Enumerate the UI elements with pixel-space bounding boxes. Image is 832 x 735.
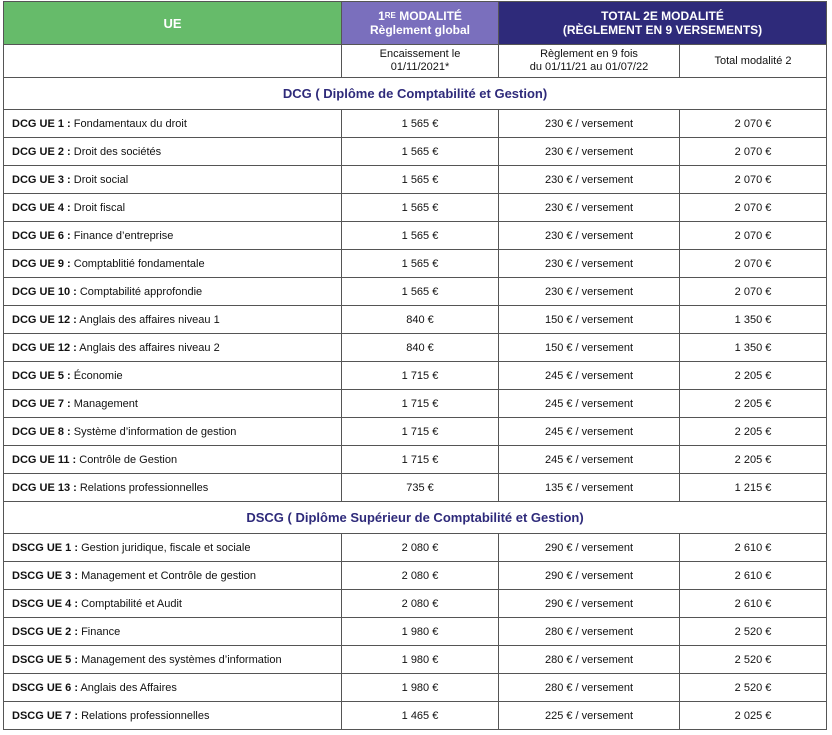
table-row: [4, 562, 827, 590]
price-monthly: 245 € / versement: [499, 390, 680, 418]
section-header: [4, 78, 827, 110]
price-monthly: 230 € / versement: [499, 278, 680, 306]
table-row: [4, 674, 827, 702]
header-m2-subtitle: (RÈGLEMENT EN 9 VERSEMENTS): [562, 23, 763, 37]
section-title: DCG ( Diplôme de Comptabilité et Gestion): [4, 78, 827, 110]
ue-name-cell: [4, 702, 342, 730]
ue-label: Droit des sociétés: [70, 145, 162, 158]
ue-name-cell: [4, 278, 342, 306]
ue-label: Comptablitié fondamentale: [70, 257, 205, 270]
header-m1-number: 1: [378, 9, 385, 23]
price-total: 2 610 €: [680, 562, 827, 590]
table-row: [4, 138, 827, 166]
section-title: DSCG ( Diplôme Supérieur de Comptabilité et Gestion): [4, 502, 827, 534]
price-global: 1 715 €: [342, 446, 499, 474]
ue-name-cell: [4, 306, 342, 334]
ue-label: Anglais des affaires niveau 1: [76, 313, 220, 326]
ue-name-cell: [4, 222, 342, 250]
ue-code: DCG UE 7 :: [12, 397, 71, 410]
ue-name-cell: [4, 418, 342, 446]
price-monthly: 230 € / versement: [499, 250, 680, 278]
price-monthly: 135 € / versement: [499, 474, 680, 502]
ue-label: Finance d’entreprise: [70, 229, 174, 242]
table-row: [4, 306, 827, 334]
price-global: 1 715 €: [342, 362, 499, 390]
ue-label: Relations professionnelles: [78, 709, 210, 722]
price-total: 1 350 €: [680, 306, 827, 334]
price-global: 1 565 €: [342, 250, 499, 278]
ue-name-cell: [4, 362, 342, 390]
ue-code: DCG UE 4 :: [12, 201, 71, 214]
price-monthly: 290 € / versement: [499, 534, 680, 562]
ue-code: DCG UE 10 :: [12, 285, 77, 298]
price-total: 2 070 €: [680, 222, 827, 250]
price-global: 1 980 €: [342, 618, 499, 646]
price-global: 735 €: [342, 474, 499, 502]
ue-name-cell: [4, 446, 342, 474]
ue-name-cell: [4, 534, 342, 562]
table-row: [4, 250, 827, 278]
ue-code: DCG UE 5 :: [12, 369, 71, 382]
ue-code: DSCG UE 6 :: [12, 681, 79, 694]
price-global: 2 080 €: [342, 534, 499, 562]
subheader-row: [4, 45, 827, 78]
price-total: 2 205 €: [680, 390, 827, 418]
price-global: 2 080 €: [342, 590, 499, 618]
price-monthly: 150 € / versement: [499, 334, 680, 362]
price-total: 2 070 €: [680, 138, 827, 166]
price-total: 2 520 €: [680, 674, 827, 702]
ue-code: DCG UE 1 :: [12, 117, 71, 130]
ue-name-cell: [4, 562, 342, 590]
ue-label: Relations professionnelles: [76, 481, 209, 494]
price-total: 1 215 €: [680, 474, 827, 502]
table-row: [4, 618, 827, 646]
subheader-c2-line2: 01/11/2021*: [390, 61, 450, 73]
price-total: 2 070 €: [680, 110, 827, 138]
ue-code: DCG UE 12 :: [12, 313, 77, 326]
table-row: [4, 534, 827, 562]
subheader-c3: [499, 45, 680, 78]
ue-name-cell: [4, 166, 342, 194]
price-monthly: 230 € / versement: [499, 194, 680, 222]
subheader-c2-line1: Encaissement le: [379, 48, 461, 60]
price-monthly: 245 € / versement: [499, 362, 680, 390]
price-monthly: 290 € / versement: [499, 562, 680, 590]
price-global: 1 565 €: [342, 194, 499, 222]
price-monthly: 150 € / versement: [499, 306, 680, 334]
price-global: 2 080 €: [342, 562, 499, 590]
ue-label: Management des systèmes d’information: [78, 653, 282, 666]
table-row: [4, 278, 827, 306]
section-header: [4, 502, 827, 534]
ue-code: DCG UE 6 :: [12, 229, 71, 242]
ue-code: DCG UE 13 :: [12, 481, 77, 494]
subheader-c3-line1: Règlement en 9 fois: [540, 48, 638, 60]
ue-code: DSCG UE 2 :: [12, 625, 79, 638]
price-global: 840 €: [342, 334, 499, 362]
table-row: [4, 110, 827, 138]
table-body: [4, 78, 827, 730]
ue-code: DSCG UE 1 :: [12, 541, 79, 554]
ue-label: Contrôle de Gestion: [76, 453, 178, 466]
price-global: 1 565 €: [342, 278, 499, 306]
price-total: 2 025 €: [680, 702, 827, 730]
ue-label: Anglais des Affaires: [78, 681, 177, 694]
header-modality-2: [499, 2, 827, 45]
header-modality-1: [342, 2, 499, 45]
header-m1-title: MODALITÉ: [395, 9, 462, 23]
ue-name-cell: [4, 334, 342, 362]
price-total: 2 205 €: [680, 418, 827, 446]
price-monthly: 280 € / versement: [499, 674, 680, 702]
ue-label: Finance: [78, 625, 121, 638]
price-global: 1 565 €: [342, 110, 499, 138]
price-global: 1 715 €: [342, 418, 499, 446]
table-row: [4, 418, 827, 446]
ue-label: Gestion juridique, fiscale et sociale: [78, 541, 251, 554]
price-global: 1 565 €: [342, 222, 499, 250]
table-row: [4, 474, 827, 502]
price-total: 2 070 €: [680, 278, 827, 306]
price-monthly: 290 € / versement: [499, 590, 680, 618]
table-row: [4, 590, 827, 618]
ue-name-cell: [4, 390, 342, 418]
price-total: 2 610 €: [680, 534, 827, 562]
price-monthly: 230 € / versement: [499, 166, 680, 194]
ue-code: DSCG UE 5 :: [12, 653, 79, 666]
price-monthly: 280 € / versement: [499, 618, 680, 646]
price-total: 1 350 €: [680, 334, 827, 362]
price-total: 2 610 €: [680, 590, 827, 618]
price-monthly: 245 € / versement: [499, 446, 680, 474]
ue-name-cell: [4, 138, 342, 166]
ue-label: Comptabilité et Audit: [78, 597, 182, 610]
price-global: 1 565 €: [342, 138, 499, 166]
price-monthly: 230 € / versement: [499, 222, 680, 250]
ue-label: Management: [70, 397, 138, 410]
price-global: 1 565 €: [342, 166, 499, 194]
ue-name-cell: [4, 618, 342, 646]
subheader-c4: Total modalité 2: [680, 45, 827, 78]
table-row: [4, 702, 827, 730]
price-monthly: 225 € / versement: [499, 702, 680, 730]
ue-code: DCG UE 3 :: [12, 173, 71, 186]
price-global: 1 715 €: [342, 390, 499, 418]
header-ue: UE: [4, 2, 342, 45]
ue-label: Système d’information de gestion: [70, 425, 237, 438]
price-total: 2 205 €: [680, 446, 827, 474]
table-row: [4, 334, 827, 362]
ue-code: DCG UE 8 :: [12, 425, 71, 438]
subheader-c3-line2: du 01/11/21 au 01/07/22: [529, 61, 649, 73]
ue-label: Droit social: [70, 173, 129, 186]
price-monthly: 230 € / versement: [499, 110, 680, 138]
ue-name-cell: [4, 474, 342, 502]
price-monthly: 280 € / versement: [499, 646, 680, 674]
ue-code: DCG UE 9 :: [12, 257, 71, 270]
ue-label: Comptabilité approfondie: [76, 285, 203, 298]
ue-code: DSCG UE 3 :: [12, 569, 79, 582]
table-row: [4, 222, 827, 250]
ue-code: DCG UE 2 :: [12, 145, 71, 158]
header-row: [4, 2, 827, 45]
price-monthly: 230 € / versement: [499, 138, 680, 166]
price-total: 2 520 €: [680, 618, 827, 646]
ue-code: DCG UE 11 :: [12, 453, 77, 466]
ue-label: Management et Contrôle de gestion: [78, 569, 256, 582]
ue-name-cell: [4, 646, 342, 674]
header-m1-subtitle: Règlement global: [369, 23, 470, 37]
price-global: 840 €: [342, 306, 499, 334]
ue-name-cell: [4, 590, 342, 618]
price-total: 2 520 €: [680, 646, 827, 674]
ue-name-cell: [4, 250, 342, 278]
price-global: 1 980 €: [342, 646, 499, 674]
price-global: 1 980 €: [342, 674, 499, 702]
ue-name-cell: [4, 674, 342, 702]
ue-label: Fondamentaux du droit: [70, 117, 187, 130]
table-row: [4, 166, 827, 194]
pricing-table: [3, 1, 827, 730]
table-row: [4, 194, 827, 222]
subheader-c2: [342, 45, 499, 78]
ue-label: Économie: [70, 369, 123, 382]
header-m1-sup: RE: [384, 11, 396, 20]
price-total: 2 070 €: [680, 250, 827, 278]
price-total: 2 070 €: [680, 166, 827, 194]
ue-code: DSCG UE 7 :: [12, 709, 79, 722]
ue-name-cell: [4, 194, 342, 222]
price-total: 2 070 €: [680, 194, 827, 222]
price-global: 1 465 €: [342, 702, 499, 730]
ue-label: Anglais des affaires niveau 2: [76, 341, 220, 354]
table-row: [4, 390, 827, 418]
ue-label: Droit fiscal: [70, 201, 126, 214]
ue-code: DCG UE 12 :: [12, 341, 77, 354]
ue-code: DSCG UE 4 :: [12, 597, 79, 610]
price-total: 2 205 €: [680, 362, 827, 390]
subheader-empty: [4, 45, 342, 78]
price-monthly: 245 € / versement: [499, 418, 680, 446]
ue-name-cell: [4, 110, 342, 138]
table-row: [4, 362, 827, 390]
header-m2-title: TOTAL 2E MODALITÉ: [601, 9, 724, 23]
table-row: [4, 446, 827, 474]
table-row: [4, 646, 827, 674]
